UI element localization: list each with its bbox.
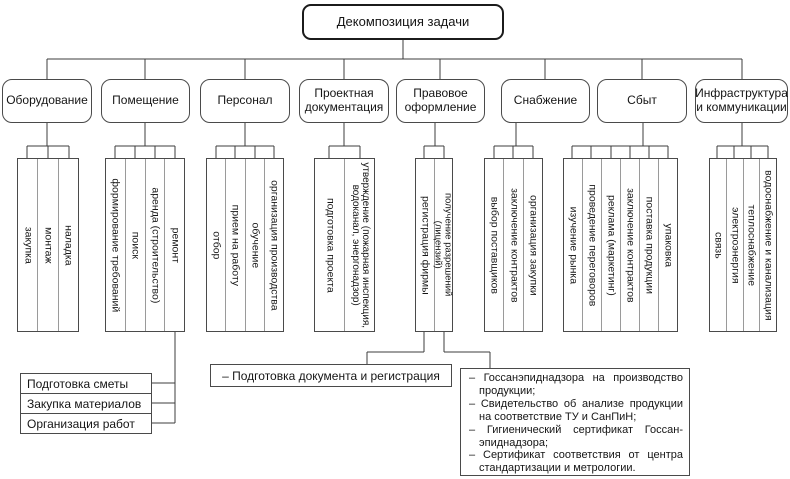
cluster-column — [37, 159, 57, 331]
column-label: утверждение (пожарная инспекция, водоканал, энергонадзор) — [349, 162, 371, 328]
cluster-column — [620, 159, 639, 331]
column-label: организация закупки — [527, 194, 540, 296]
column-label: теплоснабжение — [745, 204, 758, 286]
cluster-column — [658, 159, 677, 331]
column-label: формирование требований — [109, 178, 122, 312]
column-label: ремонт — [168, 227, 181, 263]
permit-item: – Свидетельство об анализе продукции на соответствие ТУ и СанПиН; — [469, 397, 683, 423]
cluster-column — [18, 159, 37, 331]
column-label: электроэнергия — [728, 206, 741, 284]
cluster-column — [207, 159, 225, 331]
column-label: проведение переговоров — [586, 183, 599, 307]
column-label: наладка — [62, 224, 75, 266]
cluster-column — [315, 159, 344, 331]
category-premises: Помещение — [101, 79, 190, 123]
column-label: отбор — [210, 230, 223, 260]
cluster-column — [523, 159, 542, 331]
cluster-column — [601, 159, 620, 331]
column-label: водоснабжение и канализация — [762, 169, 775, 321]
cluster-column — [759, 159, 776, 331]
cluster-column — [582, 159, 601, 331]
cluster-personnel — [206, 158, 284, 332]
cluster-column — [726, 159, 743, 331]
column-label: прием на работу — [229, 204, 242, 286]
cluster-column — [164, 159, 184, 331]
column-label: заключение контрактов — [624, 187, 637, 303]
registration-note-box: – Подготовка документа и регистрация — [210, 364, 452, 387]
cluster-column — [503, 159, 522, 331]
category-infrastructure: Инфраструктура и коммуникации — [695, 79, 788, 123]
category-equipment: Оборудование — [2, 79, 92, 123]
cluster-premises — [105, 158, 185, 332]
column-label: аренда (строительство) — [149, 187, 162, 303]
column-label: получение разрешений (лицензий) — [433, 193, 454, 297]
category-personnel: Персонал — [200, 79, 290, 123]
column-label: закупка — [22, 226, 35, 264]
cluster-legal — [415, 158, 453, 332]
cluster-equipment — [17, 158, 79, 332]
cluster-column — [106, 159, 125, 331]
column-label: реклама (маркетинг) — [605, 194, 618, 296]
step-box-works: Организация работ — [20, 413, 152, 434]
permit-item: – Сертификат соответствия от центра стандартизации и метрологии. — [469, 449, 683, 475]
root-task-box: Декомпозиция задачи — [302, 4, 504, 40]
cluster-column — [434, 159, 453, 331]
cluster-column — [639, 159, 658, 331]
cluster-project-docs — [314, 158, 375, 332]
cluster-supply — [484, 158, 543, 332]
column-label: изучение рынка — [567, 206, 580, 284]
column-label: связь — [712, 231, 725, 259]
permits-list-box — [460, 368, 690, 476]
cluster-infrastructure — [709, 158, 777, 332]
column-label: монтаж — [42, 226, 55, 264]
category-supply: Снабжение — [501, 79, 590, 123]
column-label: поиск — [129, 231, 142, 259]
column-label: заключение контрактов — [507, 187, 520, 303]
cluster-column — [264, 159, 283, 331]
cluster-column — [743, 159, 760, 331]
category-legal: Правовое оформление — [396, 79, 485, 123]
cluster-column — [416, 159, 434, 331]
column-label: подготовка проекта — [323, 197, 336, 293]
cluster-column — [344, 159, 374, 331]
cluster-column — [710, 159, 726, 331]
cluster-column — [145, 159, 165, 331]
column-label: поставка продукции — [643, 196, 656, 294]
category-sales: Сбыт — [597, 79, 687, 123]
cluster-column — [58, 159, 78, 331]
permit-item: – Госсанэпиднадзора на производство продукции; — [469, 372, 683, 397]
column-label: организация производства — [268, 179, 281, 311]
cluster-column — [225, 159, 244, 331]
cluster-column — [125, 159, 145, 331]
category-project-docs: Проектная документация — [299, 79, 389, 123]
permit-item: – Гигиенический сертификат Госсан-эпиднадзора; — [469, 423, 683, 449]
step-box-estimate: Подготовка сметы — [20, 373, 152, 394]
cluster-column — [485, 159, 503, 331]
column-label: регистрация фирмы — [419, 195, 432, 295]
cluster-column — [564, 159, 582, 331]
column-label: упаковка — [662, 223, 675, 267]
cluster-sales — [563, 158, 678, 332]
column-label: выбор поставщиков — [488, 196, 501, 294]
cluster-column — [245, 159, 264, 331]
column-label: обучение — [248, 222, 261, 268]
step-box-materials: Закупка материалов — [20, 393, 152, 414]
